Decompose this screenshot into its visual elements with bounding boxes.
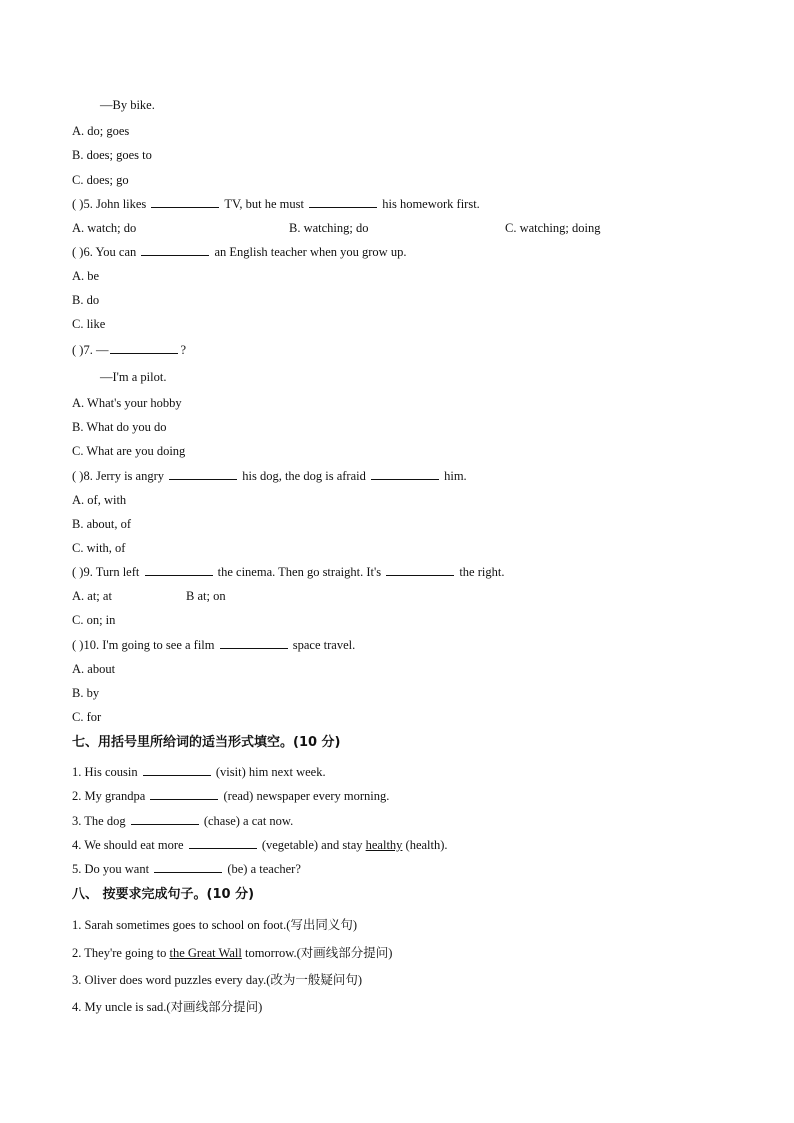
q9-option-a: A. at; at: [72, 589, 112, 603]
q9-option-c: C. on; in: [72, 613, 116, 627]
blank[interactable]: [143, 764, 211, 776]
answer-paren[interactable]: ( ): [72, 197, 84, 211]
answer-paren[interactable]: ( ): [72, 245, 84, 259]
blank[interactable]: [189, 837, 257, 849]
blank[interactable]: [141, 244, 209, 256]
blank[interactable]: [110, 342, 178, 354]
s7-item-5: 5. Do you want (be) a teacher?: [72, 862, 301, 876]
blank[interactable]: [386, 564, 454, 576]
q6-option-c: C. like: [72, 317, 106, 331]
q4-option-b: B. does; goes to: [72, 148, 152, 162]
q8-option-c: C. with, of: [72, 541, 126, 555]
q6-option-a: A. be: [72, 269, 100, 283]
q10-option-a: A. about: [72, 662, 116, 676]
s8-item-4: 4. My uncle is sad.(对画线部分提问): [72, 1000, 263, 1014]
q9-option-b: B at; on: [186, 589, 226, 603]
s8-item-3: 3. Oliver does word puzzles every day.(改为一般疑问句): [72, 973, 363, 987]
underlined-word: healthy: [365, 838, 403, 852]
s7-item-4: 4. We should eat more (vegetable) and stay healthy (health).: [72, 838, 448, 852]
q7-option-b: B. What do you do: [72, 420, 167, 434]
q5-option-c: C. watching; doing: [505, 221, 601, 235]
q6-stem: ( )6. You can an English teacher when you grow up.: [72, 245, 407, 259]
q10-stem: ( )10. I'm going to see a film space travel.: [72, 638, 356, 652]
q5-option-b: B. watching; do: [289, 221, 369, 235]
q9-stem: ( )9. Turn left the cinema. Then go straight. It's the right.: [72, 565, 505, 579]
blank[interactable]: [371, 468, 439, 480]
q9-options: [72, 588, 372, 604]
s8-item-2: 2. They're going to the Great Wall tomorrow.(对画线部分提问): [72, 946, 393, 960]
s7-item-3: 3. The dog (chase) a cat now.: [72, 814, 294, 828]
s8-item-1: 1. Sarah sometimes goes to school on foot.(写出同义句): [72, 918, 358, 932]
answer-paren[interactable]: ( ): [72, 469, 84, 483]
q5-options: [72, 220, 672, 236]
q5-stem: ( )5. John likes TV, but he must his homework first.: [72, 197, 480, 211]
q10-option-b: B. by: [72, 686, 100, 700]
answer-paren[interactable]: ( ): [72, 343, 84, 357]
q5-option-a: A. watch; do: [72, 221, 137, 235]
underlined-phrase: the Great Wall: [169, 946, 242, 960]
blank[interactable]: [154, 861, 222, 873]
blank[interactable]: [151, 196, 219, 208]
answer-paren[interactable]: ( ): [72, 638, 84, 652]
blank[interactable]: [150, 788, 218, 800]
q4-answer-line: —By bike.: [100, 98, 155, 112]
blank[interactable]: [131, 813, 199, 825]
s7-item-1: 1. His cousin (visit) him next week.: [72, 765, 326, 779]
q4-option-c: C. does; go: [72, 173, 129, 187]
blank[interactable]: [220, 637, 288, 649]
q8-stem: ( )8. Jerry is angry his dog, the dog is afraid him.: [72, 469, 467, 483]
s7-item-2: 2. My grandpa (read) newspaper every morning.: [72, 789, 390, 803]
q8-option-a: A. of, with: [72, 493, 127, 507]
q8-option-b: B. about, of: [72, 517, 132, 531]
blank[interactable]: [309, 196, 377, 208]
blank[interactable]: [145, 564, 213, 576]
blank[interactable]: [169, 468, 237, 480]
q4-option-a: A. do; goes: [72, 124, 130, 138]
answer-paren[interactable]: ( ): [72, 565, 84, 579]
section-8-heading: 八、 按要求完成句子。(10 分): [72, 887, 255, 902]
q7-answer-line: —I'm a pilot.: [100, 370, 167, 384]
q6-option-b: B. do: [72, 293, 100, 307]
q7-stem: ( )7. — ?: [72, 343, 187, 357]
section-7-heading: 七、用括号里所给词的适当形式填空。(10 分): [72, 735, 341, 750]
q7-option-a: A. What's your hobby: [72, 396, 182, 410]
q10-option-c: C. for: [72, 710, 102, 724]
q7-option-c: C. What are you doing: [72, 444, 186, 458]
